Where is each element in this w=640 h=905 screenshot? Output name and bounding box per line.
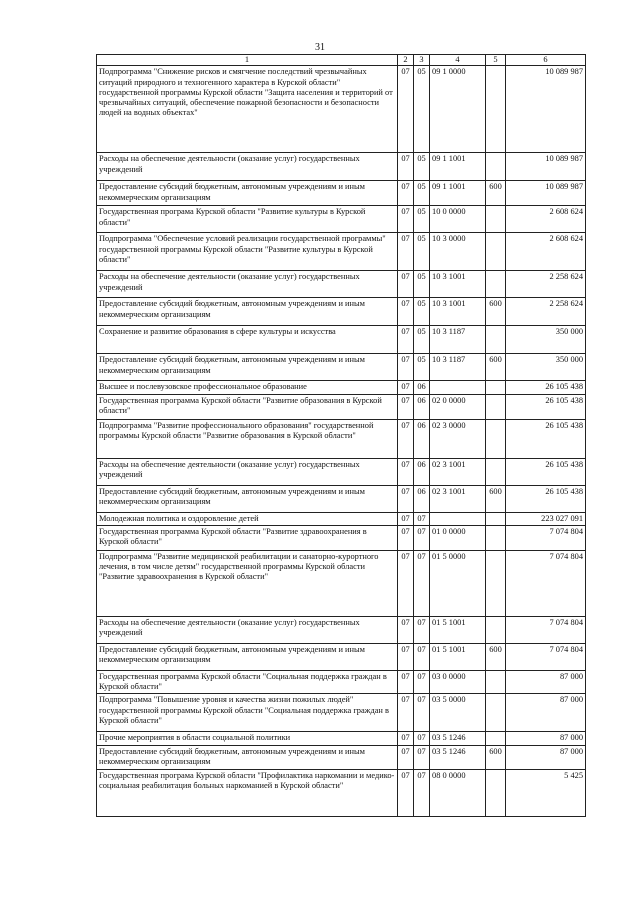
amount-cell: 223 027 091: [506, 512, 586, 525]
table-row: [97, 326, 586, 354]
target-article-cell: 01 5 0000: [430, 550, 486, 616]
expense-type-cell: [486, 66, 506, 153]
subsection-code-cell: 07: [414, 550, 430, 616]
section-code-cell: 07: [398, 512, 414, 525]
expense-type-cell: 600: [486, 354, 506, 381]
section-code-cell: 07: [398, 271, 414, 298]
amount-cell: 2 258 624: [506, 271, 586, 298]
subsection-code-cell: 06: [414, 419, 430, 458]
section-code-cell: 07: [398, 485, 414, 512]
expense-type-cell: [486, 271, 506, 298]
table-row: [97, 616, 586, 643]
amount-cell: 2 258 624: [506, 298, 586, 326]
amount-cell: 10 089 987: [506, 66, 586, 153]
subsection-code-cell: 07: [414, 769, 430, 816]
target-article-cell: 10 3 1001: [430, 298, 486, 326]
target-article-cell: 03 5 1246: [430, 732, 486, 745]
table-row: [97, 233, 586, 271]
subsection-code-cell: 05: [414, 66, 430, 153]
expense-type-cell: [486, 326, 506, 354]
section-code-cell: 07: [398, 643, 414, 670]
amount-cell: 7 074 804: [506, 643, 586, 670]
subsection-code-cell: 06: [414, 458, 430, 485]
row-name-cell: Расходы на обеспечение деятельности (оказание услуг) государственных учреждений: [97, 153, 398, 181]
row-name-cell: Предоставление субсидий бюджетным, автономным учреждениям и иным некоммерческим организациям: [97, 354, 398, 381]
row-name-cell: Государственная программа Курской области "Развитие здравоохранения в Курской области": [97, 525, 398, 550]
section-code-cell: 07: [398, 66, 414, 153]
row-name-cell: Предоставление субсидий бюджетным, автономным учреждениям и иным некоммерческим организациям: [97, 181, 398, 206]
section-code-cell: 07: [398, 419, 414, 458]
expense-type-cell: 600: [486, 745, 506, 769]
target-article-cell: 10 3 1187: [430, 354, 486, 381]
section-code-cell: 07: [398, 458, 414, 485]
target-article-cell: [430, 512, 486, 525]
row-name-cell: Сохранение и развитие образования в сфере культуры и искусства: [97, 326, 398, 354]
target-article-cell: 10 3 1001: [430, 271, 486, 298]
target-article-cell: 01 5 1001: [430, 643, 486, 670]
column-header: 4: [430, 55, 486, 66]
amount-cell: 26 105 438: [506, 419, 586, 458]
column-header: 3: [414, 55, 430, 66]
section-code-cell: 07: [398, 326, 414, 354]
subsection-code-cell: 07: [414, 643, 430, 670]
section-code-cell: 07: [398, 745, 414, 769]
section-code-cell: 07: [398, 670, 414, 694]
amount-cell: 5 425: [506, 769, 586, 816]
table-row: [97, 354, 586, 381]
expense-type-cell: [486, 153, 506, 181]
subsection-code-cell: 05: [414, 298, 430, 326]
table-row: [97, 485, 586, 512]
table-row: [97, 732, 586, 745]
row-name-cell: Подпрограмма "Развитие профессионального образования" государственной программы Курской области "Развитие образования в Курской области": [97, 419, 398, 458]
expense-type-cell: [486, 512, 506, 525]
target-article-cell: 03 5 0000: [430, 694, 486, 732]
row-name-cell: Высшее и послевузовское профессиональное образование: [97, 381, 398, 394]
amount-cell: 7 074 804: [506, 550, 586, 616]
table-row: [97, 745, 586, 769]
row-name-cell: Государственная программа Курской области "Развитие образования в Курской области": [97, 394, 398, 419]
column-header: 6: [506, 55, 586, 66]
target-article-cell: 10 3 0000: [430, 233, 486, 271]
section-code-cell: 07: [398, 381, 414, 394]
row-name-cell: Подпрограмма "Повышение уровня и качества жизни пожилых людей" государственной программы Курской области "Социальная поддержка граждан в Курской области": [97, 694, 398, 732]
section-code-cell: 07: [398, 732, 414, 745]
expense-type-cell: 600: [486, 485, 506, 512]
subsection-code-cell: 05: [414, 233, 430, 271]
amount-cell: 87 000: [506, 670, 586, 694]
table-row: [97, 381, 586, 394]
row-name-cell: Расходы на обеспечение деятельности (оказание услуг) государственных учреждений: [97, 616, 398, 643]
table-row: [97, 694, 586, 732]
row-name-cell: Государственная программа Курской области "Социальная поддержка граждан в Курской области": [97, 670, 398, 694]
row-name-cell: Прочие мероприятия в области социальной политики: [97, 732, 398, 745]
expense-type-cell: [486, 732, 506, 745]
table-row: [97, 769, 586, 816]
amount-cell: 350 000: [506, 354, 586, 381]
section-code-cell: 07: [398, 550, 414, 616]
amount-cell: 2 608 624: [506, 233, 586, 271]
expense-type-cell: [486, 233, 506, 271]
table-row: [97, 525, 586, 550]
amount-cell: 2 608 624: [506, 206, 586, 233]
table-row: [97, 153, 586, 181]
expense-type-cell: [486, 670, 506, 694]
row-name-cell: Государственная програмa Курской области "Развитие культуры в Курской области": [97, 206, 398, 233]
subsection-code-cell: 06: [414, 381, 430, 394]
subsection-code-cell: 07: [414, 670, 430, 694]
table-row: [97, 550, 586, 616]
subsection-code-cell: 05: [414, 181, 430, 206]
section-code-cell: 07: [398, 153, 414, 181]
expense-type-cell: [486, 394, 506, 419]
amount-cell: 87 000: [506, 732, 586, 745]
expense-type-cell: [486, 769, 506, 816]
target-article-cell: 02 3 1001: [430, 458, 486, 485]
amount-cell: 10 089 987: [506, 153, 586, 181]
expense-type-cell: [486, 381, 506, 394]
amount-cell: 26 105 438: [506, 381, 586, 394]
target-article-cell: 10 0 0000: [430, 206, 486, 233]
expense-type-cell: [486, 206, 506, 233]
expense-type-cell: [486, 525, 506, 550]
section-code-cell: 07: [398, 394, 414, 419]
section-code-cell: 07: [398, 298, 414, 326]
table-row: [97, 643, 586, 670]
row-name-cell: Предоставление субсидий бюджетным, автономным учреждениям и иным некоммерческим организациям: [97, 745, 398, 769]
budget-table: [96, 54, 586, 817]
column-header: 1: [97, 55, 398, 66]
row-name-cell: Предоставление субсидий бюджетным, автономным учреждениям и иным некоммерческим организациям: [97, 643, 398, 670]
expense-type-cell: [486, 458, 506, 485]
table-header-row: [97, 55, 586, 66]
budget-table-body: [97, 55, 586, 817]
target-article-cell: 01 5 1001: [430, 616, 486, 643]
row-name-cell: Расходы на обеспечение деятельности (оказание услуг) государственных учреждений: [97, 458, 398, 485]
table-row: [97, 394, 586, 419]
table-row: [97, 670, 586, 694]
row-name-cell: Подпрограмма "Снижение рисков и смягчение последствий чрезвычайных ситуаций природного и техногенного характера в Курской области" государственной программы Курской области "Защита населения и территорий от чрезвычайных ситуаций, обеспечение пожарной безопасности и безопасности людей на водных объектах": [97, 66, 398, 153]
target-article-cell: 03 5 1246: [430, 745, 486, 769]
row-name-cell: Государственная програмa Курской области "Профилактика наркомании и медико-социальная реабилитация больных наркоманией в Курской области": [97, 769, 398, 816]
section-code-cell: 07: [398, 233, 414, 271]
table-row: [97, 458, 586, 485]
expense-type-cell: 600: [486, 181, 506, 206]
table-row: [97, 66, 586, 153]
table-row: [97, 271, 586, 298]
subsection-code-cell: 07: [414, 694, 430, 732]
section-code-cell: 07: [398, 525, 414, 550]
target-article-cell: 09 1 1001: [430, 181, 486, 206]
section-code-cell: 07: [398, 616, 414, 643]
row-name-cell: Расходы на обеспечение деятельности (оказание услуг) государственных учреждений: [97, 271, 398, 298]
target-article-cell: 09 1 1001: [430, 153, 486, 181]
amount-cell: 87 000: [506, 745, 586, 769]
target-article-cell: 03 0 0000: [430, 670, 486, 694]
expense-type-cell: 600: [486, 298, 506, 326]
page-number: 31: [315, 42, 325, 53]
target-article-cell: 01 0 0000: [430, 525, 486, 550]
subsection-code-cell: 06: [414, 394, 430, 419]
expense-type-cell: [486, 419, 506, 458]
subsection-code-cell: 07: [414, 525, 430, 550]
table-row: [97, 298, 586, 326]
expense-type-cell: [486, 694, 506, 732]
amount-cell: 7 074 804: [506, 525, 586, 550]
table-row: [97, 419, 586, 458]
table-row: [97, 206, 586, 233]
expense-type-cell: [486, 616, 506, 643]
expense-type-cell: 600: [486, 643, 506, 670]
row-name-cell: Предоставление субсидий бюджетным, автономным учреждениям и иным некоммерческим организациям: [97, 298, 398, 326]
row-name-cell: Предоставление субсидий бюджетным, автономным учреждениям и иным некоммерческим организациям: [97, 485, 398, 512]
expense-type-cell: [486, 550, 506, 616]
row-name-cell: Подпрограмма "Развитие медицинской реабилитации и санаторно-курортного лечения, в том числе детям" государственной программы Курской области "Развитие здравоохранения в Курской области": [97, 550, 398, 616]
target-article-cell: [430, 381, 486, 394]
target-article-cell: 10 3 1187: [430, 326, 486, 354]
subsection-code-cell: 07: [414, 745, 430, 769]
subsection-code-cell: 05: [414, 354, 430, 381]
subsection-code-cell: 05: [414, 271, 430, 298]
target-article-cell: 02 3 1001: [430, 485, 486, 512]
amount-cell: 10 089 987: [506, 181, 586, 206]
target-article-cell: 09 1 0000: [430, 66, 486, 153]
section-code-cell: 07: [398, 694, 414, 732]
row-name-cell: Молодежная политика и оздоровление детей: [97, 512, 398, 525]
row-name-cell: Подпрограмма "Обеспечение условий реализации государственной программы" государственной программы Курской области "Развитие культуры в Курской области": [97, 233, 398, 271]
amount-cell: 26 105 438: [506, 458, 586, 485]
subsection-code-cell: 07: [414, 512, 430, 525]
target-article-cell: 02 0 0000: [430, 394, 486, 419]
table-row: [97, 512, 586, 525]
target-article-cell: 02 3 0000: [430, 419, 486, 458]
subsection-code-cell: 06: [414, 485, 430, 512]
table-row: [97, 181, 586, 206]
subsection-code-cell: 07: [414, 616, 430, 643]
subsection-code-cell: 05: [414, 206, 430, 233]
subsection-code-cell: 05: [414, 326, 430, 354]
amount-cell: 87 000: [506, 694, 586, 732]
section-code-cell: 07: [398, 181, 414, 206]
column-header: 2: [398, 55, 414, 66]
amount-cell: 26 105 438: [506, 485, 586, 512]
section-code-cell: 07: [398, 206, 414, 233]
target-article-cell: 08 0 0000: [430, 769, 486, 816]
amount-cell: 26 105 438: [506, 394, 586, 419]
section-code-cell: 07: [398, 354, 414, 381]
subsection-code-cell: 05: [414, 153, 430, 181]
amount-cell: 350 000: [506, 326, 586, 354]
subsection-code-cell: 07: [414, 732, 430, 745]
column-header: 5: [486, 55, 506, 66]
section-code-cell: 07: [398, 769, 414, 816]
amount-cell: 7 074 804: [506, 616, 586, 643]
